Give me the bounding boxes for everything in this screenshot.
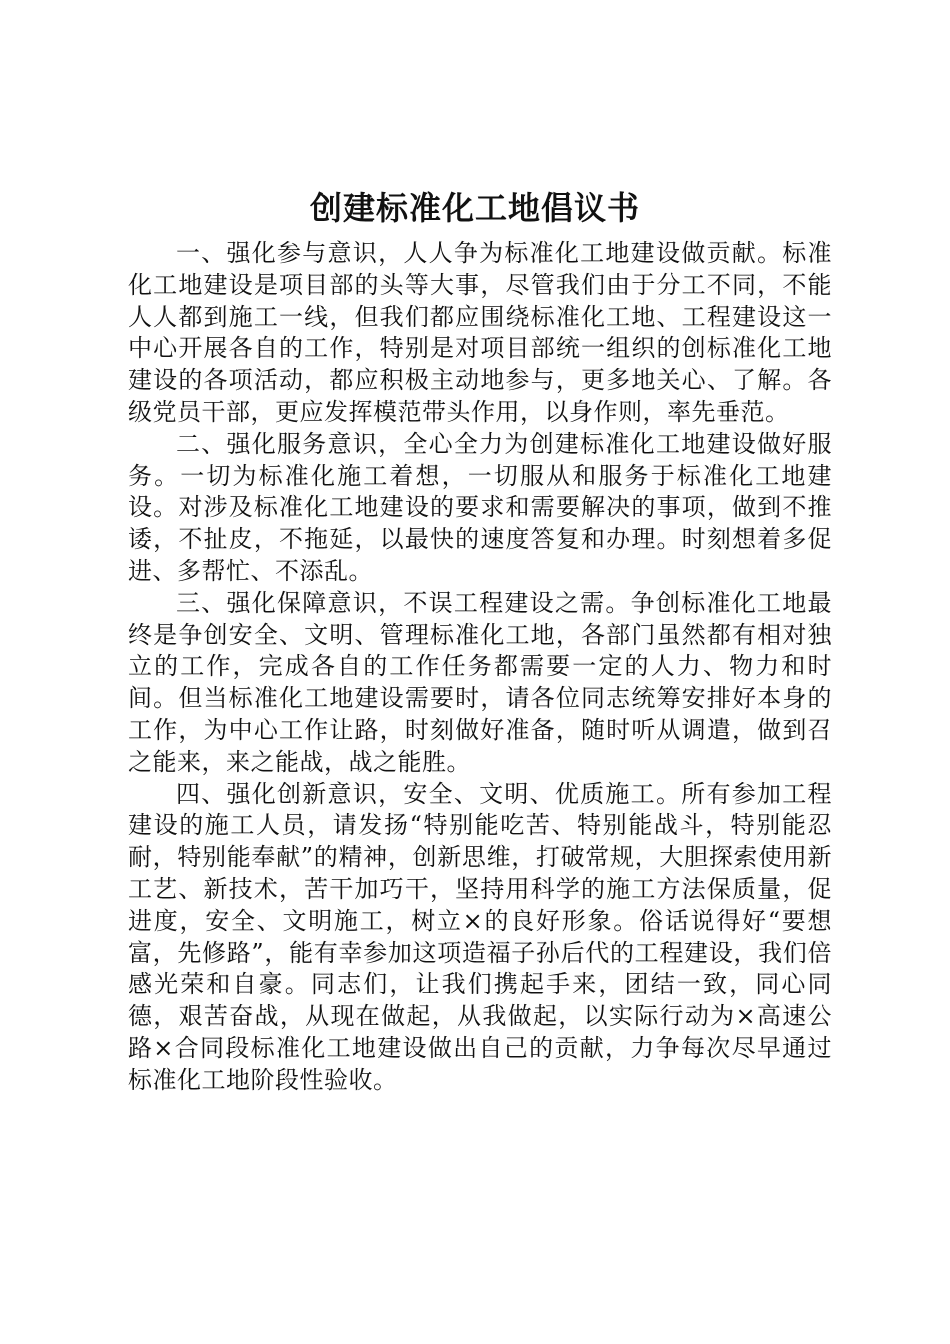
- document-title: 创建标准化工地倡议书: [309, 189, 640, 227]
- paragraph-1: 一、强化参与意识，人人争为标准化工地建设做贡献。标准化工地建设是项目部的头等大事，尽管我们由于分工不同，不能人人都到施工一线，但我们都应围绕标准化工地、工程建设这一中心开展各自的工作，特别是对项目部统一组织的创标准化工地建设的各项活动，都应积极主动地参与，更多地关心、了解。各级党员干部，更应发挥模范带头作用，以身作则，率先垂范。: [128, 239, 832, 426]
- paragraph-3: 三、强化保障意识，不误工程建设之需。争创标准化工地最终是争创安全、文明、管理标准化工地，各部门虽然都有相对独立的工作，完成各自的工作任务都需要一定的人力、物力和时间。但当标准化工地建设需要时，请各位同志统筹安排好本身的工作，为中心工作让路，时刻做好准备，随时听从调遣，做到召之能来，来之能战，战之能胜。: [128, 588, 832, 776]
- paragraph-2: 二、强化服务意识，全心全力为创建标准化工地建设做好服务。一切为标准化施工着想，一切服从和服务于标准化工地建设。对涉及标准化工地建设的要求和需要解决的事项，做到不推诿，不扯皮，不拖延，以最快的速度答复和办理。时刻想着多促进、多帮忙、不添乱。: [128, 429, 832, 585]
- paragraph-4: 四、强化创新意识，安全、文明、优质施工。所有参加工程建设的施工人员，请发扬“特别能吃苦、特别能战斗，特别能忍耐，特别能奉献”的精神，创新思维，打破常规，大胆探索使用新工艺、新技术，苦干加巧干，坚持用科学的施工方法保质量，促进度，安全、文明施工，树立×的良好形象。俗话说得好“要想富，先修路”，能有幸参加这项造福子孙后代的工程建设，我们倍感光荣和自豪。同志们，让我们携起手来，团结一致，同心同德，艰苦奋战，从现在做起，从我做起，以实际行动为×高速公路×合同段标准化工地建设做出自己的贡献，力争每次尽早通过标准化工地阶段性验收。: [128, 779, 832, 1094]
- document-body: [128, 238, 832, 1097]
